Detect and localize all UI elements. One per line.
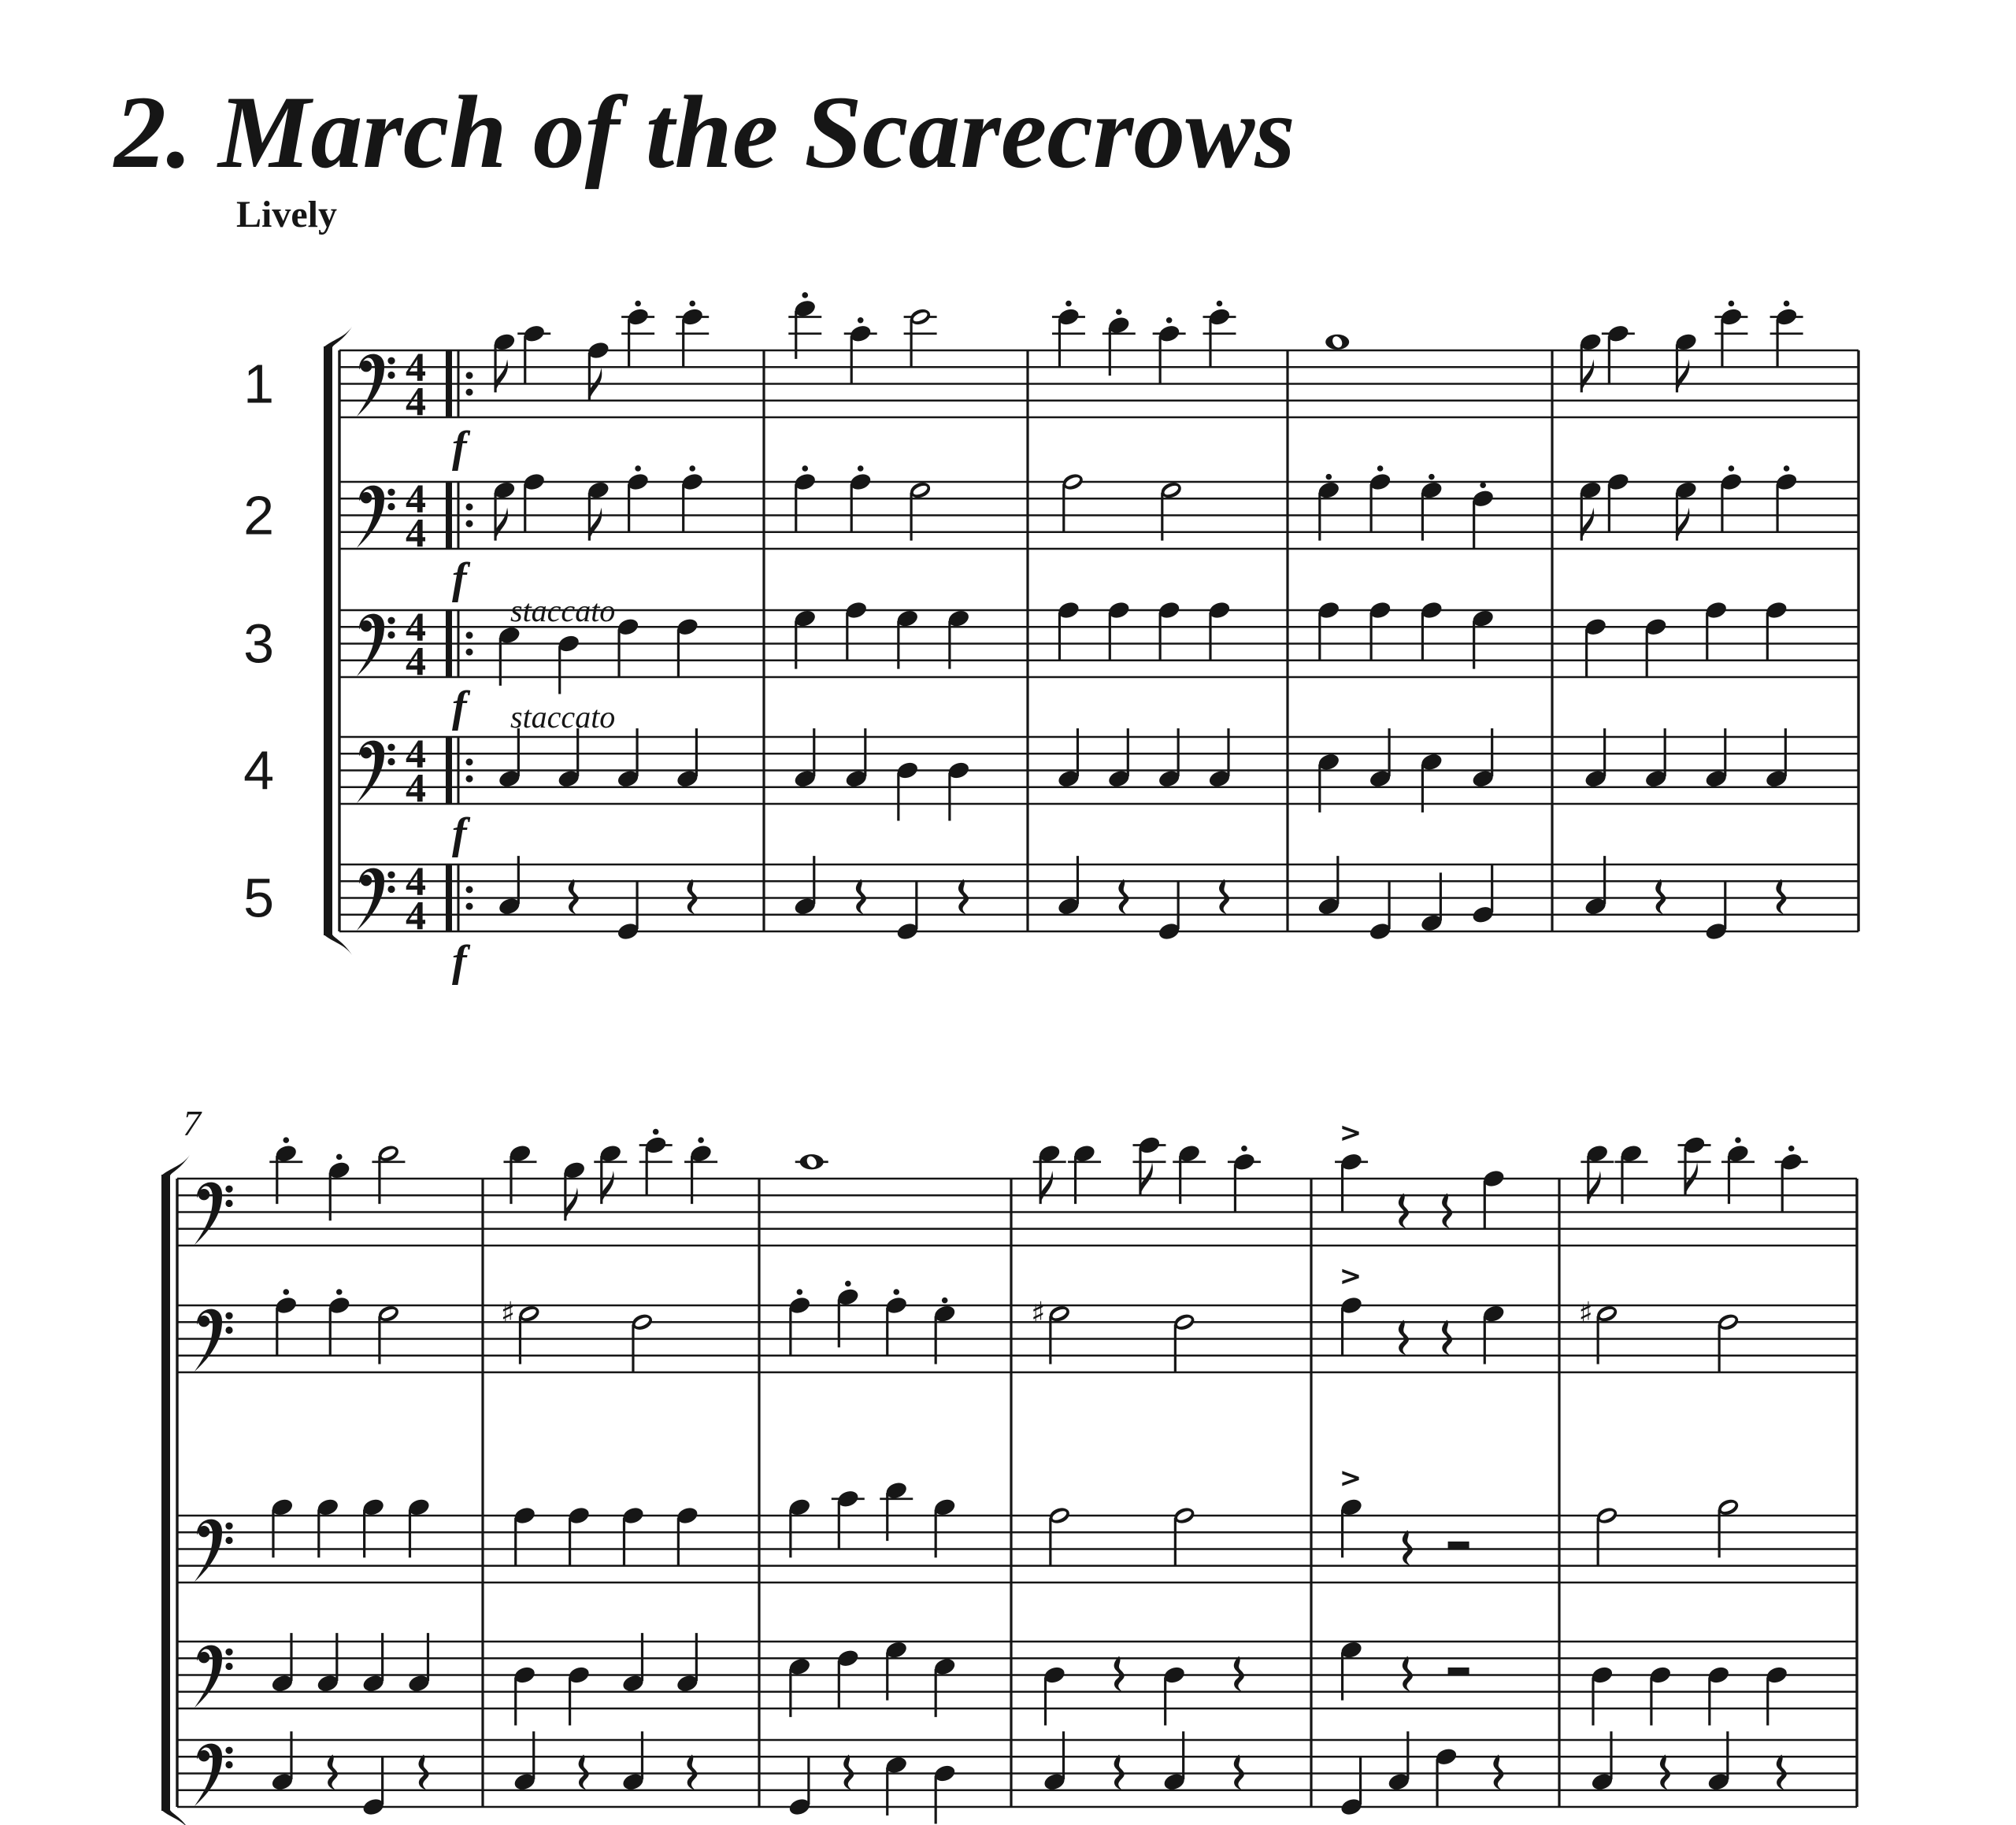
quarter-note — [1203, 301, 1236, 368]
eighth-flag — [565, 1187, 578, 1220]
staccato-dot — [1217, 301, 1223, 307]
half-note — [1172, 1312, 1196, 1372]
quarter-note — [895, 760, 920, 820]
repeat-dot — [466, 776, 473, 783]
repeat-dot — [466, 886, 473, 893]
staff-1 — [177, 1117, 1857, 1246]
quarter-note — [616, 616, 640, 677]
accent-mark: > — [1339, 1462, 1362, 1494]
half-rest — [1448, 1542, 1469, 1549]
staff-4 — [177, 1633, 1857, 1725]
quarter-note — [676, 616, 700, 677]
quarter-rest — [1493, 1755, 1503, 1790]
staccato-dot — [698, 1137, 704, 1143]
quarter-rest — [1234, 1657, 1244, 1692]
repeat-dot — [466, 903, 473, 910]
notation-layer — [161, 292, 1858, 1825]
quarter-rest — [856, 879, 866, 915]
tempo-marking: Lively — [236, 194, 337, 235]
quarter-note — [1043, 1664, 1067, 1725]
time-sig-numerator: 4 — [406, 605, 426, 650]
staccato-dot — [1116, 309, 1122, 315]
quarter-note — [1590, 1664, 1614, 1725]
quarter-note — [1602, 324, 1635, 384]
half-note — [1172, 1505, 1196, 1566]
time-sig-numerator: 4 — [406, 476, 426, 522]
half-note — [1716, 1312, 1740, 1372]
bass-clef-icon — [195, 1744, 233, 1806]
quarter-rest — [1118, 879, 1128, 915]
quarter-note — [832, 1489, 865, 1549]
quarter-rest — [1114, 1657, 1125, 1692]
quarter-note — [621, 301, 654, 368]
dynamic-f: f — [452, 809, 467, 858]
quarter-note — [788, 292, 821, 359]
eighth-flag — [1677, 508, 1689, 541]
bass-clef-icon — [357, 868, 395, 931]
staccato-dot — [1784, 465, 1790, 472]
dynamic-f: f — [452, 423, 467, 472]
quarter-note — [836, 1281, 860, 1348]
quarter-note — [269, 1137, 302, 1204]
time-sig-denominator: 4 — [406, 765, 426, 811]
bracket-hook-top — [161, 1155, 190, 1175]
quarter-note — [1648, 1664, 1673, 1725]
quarter-note — [1207, 600, 1232, 661]
quarter-note — [1765, 1664, 1789, 1725]
quarter-note — [513, 1664, 537, 1725]
bracket-hook-bottom — [161, 1810, 190, 1825]
time-sig-denominator: 4 — [406, 379, 426, 424]
quarter-rest — [579, 1755, 589, 1790]
staccato-dot — [1166, 317, 1173, 324]
measure-number: 7 — [183, 1103, 201, 1143]
staccato-dot — [635, 301, 641, 307]
staccato-dot — [689, 465, 695, 472]
eighth-flag — [589, 508, 602, 541]
quarter-note — [1584, 616, 1608, 677]
bracket-hook-top — [324, 327, 352, 347]
repeat-thick-bar — [446, 737, 452, 804]
eighth-flag — [1677, 359, 1689, 392]
bass-clef-icon — [195, 1645, 233, 1708]
time-sig-numerator: 4 — [406, 345, 426, 391]
quarter-note — [1102, 309, 1136, 376]
quarter-note — [932, 1297, 957, 1364]
staccato-text: staccato — [510, 593, 616, 628]
time-sig-denominator: 4 — [406, 639, 426, 684]
quarter-note — [788, 1757, 812, 1817]
quarter-note — [1157, 600, 1181, 661]
repeat-dot — [466, 631, 473, 639]
quarter-note — [1471, 864, 1495, 925]
staff-4 — [243, 728, 1858, 858]
quarter-note — [522, 472, 547, 532]
staccato-dot — [1784, 301, 1790, 307]
eighth-note — [587, 340, 611, 401]
page-title: 2. March of the Scarecrows — [114, 74, 1295, 190]
quarter-note — [1157, 881, 1181, 942]
staccato-dot — [942, 1297, 948, 1304]
quarter-rest — [1234, 1755, 1244, 1790]
staccato-dot — [845, 1281, 851, 1287]
repeat-thick-bar — [446, 482, 452, 549]
quarter-rest — [1399, 1194, 1409, 1229]
quarter-note — [1721, 1137, 1755, 1204]
half-note — [904, 306, 937, 367]
quarter-note — [1162, 1664, 1187, 1725]
quarter-note — [1057, 600, 1081, 661]
quarter-note — [676, 301, 709, 368]
half-note — [1047, 1505, 1072, 1566]
bass-clef-icon — [357, 354, 395, 416]
bass-clef-icon — [357, 614, 395, 676]
time-sig-numerator: 4 — [406, 731, 426, 777]
quarter-rest — [1777, 1755, 1787, 1790]
system-bracket — [324, 346, 332, 935]
quarter-rest — [1442, 1320, 1452, 1356]
part-label-3: 3 — [243, 613, 274, 675]
repeat-thick-bar — [446, 864, 452, 931]
quarter-rest — [687, 879, 697, 915]
quarter-rest — [843, 1755, 854, 1790]
staccato-dot — [283, 1289, 289, 1295]
bass-clef-icon — [195, 1520, 233, 1582]
staccato-dot — [653, 1129, 659, 1135]
quarter-note — [895, 881, 920, 942]
quarter-note — [1704, 600, 1729, 661]
bass-clef-icon — [357, 486, 395, 548]
staff-5 — [243, 856, 1858, 986]
eighth-flag — [1588, 1171, 1601, 1204]
part-label-2: 2 — [243, 484, 274, 546]
quarter-rest — [1403, 1531, 1413, 1566]
quarter-note — [947, 760, 971, 820]
quarter-note — [1420, 600, 1444, 661]
time-sig-denominator: 4 — [406, 893, 426, 938]
quarter-note — [513, 1505, 537, 1566]
quarter-note — [844, 600, 869, 661]
staccato-dot — [893, 1289, 899, 1295]
quarter-note — [836, 1648, 860, 1708]
repeat-dot — [466, 389, 473, 396]
quarter-note — [567, 1664, 591, 1725]
staccato-dot — [635, 465, 641, 472]
staccato-dot — [283, 1137, 289, 1143]
quarter-note — [557, 633, 581, 694]
staccato-dot — [336, 1154, 343, 1161]
repeat-thick-bar — [446, 610, 452, 677]
staff-1 — [243, 292, 1858, 472]
eighth-flag — [495, 359, 508, 392]
quarter-rest — [1399, 1320, 1409, 1356]
quarter-rest — [1114, 1755, 1125, 1790]
repeat-dot — [466, 649, 473, 656]
staff-3 — [243, 600, 1858, 735]
staccato-dot — [1377, 465, 1384, 472]
eighth-flag — [495, 508, 508, 541]
repeat-thick-bar — [446, 350, 452, 417]
time-sig-denominator: 4 — [406, 510, 426, 556]
staccato-dot — [1241, 1146, 1247, 1152]
system-2 — [161, 1117, 1857, 1825]
staccato-dot — [1326, 474, 1332, 480]
quarter-note — [684, 1137, 717, 1204]
system-bracket — [161, 1175, 170, 1811]
whole-note — [1325, 335, 1349, 350]
quarter-rest — [419, 1755, 429, 1790]
staccato-dot — [689, 301, 695, 307]
quarter-note — [1434, 1746, 1458, 1807]
staccato-dot — [802, 292, 808, 298]
accent-mark: > — [1339, 1116, 1362, 1149]
quarter-note — [616, 881, 640, 942]
quarter-note — [1764, 600, 1788, 661]
staccato-dot — [802, 465, 808, 472]
eighth-flag — [1581, 359, 1594, 392]
quarter-rest — [1403, 1657, 1413, 1692]
sharp-sign: ♯ — [1578, 1295, 1593, 1331]
quarter-note — [1335, 1117, 1368, 1212]
bass-clef-icon — [195, 1183, 233, 1245]
quarter-note — [567, 1505, 591, 1566]
quarter-note — [1368, 881, 1392, 942]
bracket-hook-bottom — [324, 935, 352, 955]
time-sig-numerator: 4 — [406, 859, 426, 905]
eighth-note — [1678, 1135, 1711, 1195]
dynamic-f: f — [452, 683, 467, 731]
quarter-note — [1368, 600, 1392, 661]
staccato-dot — [858, 317, 864, 324]
quarter-note — [639, 1129, 673, 1196]
quarter-rest — [687, 1755, 697, 1790]
quarter-note — [621, 1505, 646, 1566]
eighth-note — [1132, 1135, 1166, 1195]
quarter-note — [1481, 1168, 1506, 1229]
part-label-1: 1 — [243, 353, 274, 415]
quarter-note — [517, 324, 550, 384]
staccato-dot — [1480, 482, 1486, 488]
staff-3 — [177, 1462, 1857, 1583]
whole-note — [795, 1154, 828, 1169]
sharp-sign: ♯ — [500, 1295, 516, 1331]
quarter-rest — [569, 879, 579, 915]
half-note — [1595, 1505, 1619, 1566]
staccato-dot — [1735, 1137, 1741, 1143]
sharp-sign: ♯ — [1031, 1295, 1046, 1331]
quarter-rest — [1776, 879, 1786, 915]
quarter-note — [1704, 881, 1729, 942]
staff-2 — [243, 465, 1858, 628]
system-1 — [243, 292, 1858, 986]
eighth-flag — [1040, 1171, 1053, 1204]
quarter-note — [675, 1505, 699, 1566]
quarter-note — [361, 1757, 386, 1817]
quarter-note — [1340, 1462, 1364, 1557]
staff-2 — [177, 1260, 1857, 1372]
staccato-dot — [1429, 474, 1435, 480]
quarter-note — [1340, 1757, 1364, 1817]
quarter-rest — [958, 879, 969, 915]
half-rest — [1448, 1668, 1469, 1675]
part-label-5: 5 — [243, 867, 274, 929]
part-label-4: 4 — [243, 739, 274, 801]
quarter-rest — [1660, 1755, 1670, 1790]
staccato-dot — [1729, 301, 1735, 307]
quarter-note — [1644, 616, 1668, 677]
quarter-rest — [328, 1755, 338, 1790]
quarter-note — [327, 1154, 351, 1221]
staccato-dot — [858, 465, 864, 472]
dynamic-f: f — [452, 937, 467, 986]
repeat-dot — [466, 520, 473, 528]
bass-clef-icon — [195, 1309, 233, 1372]
repeat-dot — [466, 758, 473, 765]
quarter-note — [1606, 472, 1630, 532]
eighth-flag — [602, 1171, 614, 1204]
quarter-note — [1770, 301, 1803, 368]
staccato-dot — [1729, 465, 1735, 472]
quarter-rest — [1655, 879, 1666, 915]
quarter-note — [1714, 301, 1747, 368]
eighth-flag — [1581, 508, 1594, 541]
half-note — [630, 1312, 654, 1372]
quarter-note — [1317, 474, 1341, 541]
accent-mark: > — [1339, 1260, 1362, 1292]
quarter-rest — [1442, 1194, 1452, 1229]
staff-5 — [177, 1731, 1857, 1823]
half-note — [1061, 472, 1085, 532]
quarter-note — [1420, 474, 1444, 541]
repeat-dot — [466, 372, 473, 379]
quarter-note — [1317, 600, 1341, 661]
quarter-note — [1707, 1664, 1731, 1725]
quarter-note — [1106, 600, 1131, 661]
quarter-note — [1340, 1260, 1364, 1356]
quarter-note — [932, 1763, 957, 1823]
bass-clef-icon — [357, 741, 395, 803]
repeat-dot — [466, 503, 473, 510]
quarter-note — [1052, 301, 1085, 368]
staccato-text: staccato — [510, 699, 616, 735]
quarter-rest — [1219, 879, 1229, 915]
staccato-dot — [1065, 301, 1072, 307]
staccato-dot — [336, 1289, 343, 1295]
staccato-dot — [797, 1289, 803, 1295]
staccato-dot — [1788, 1146, 1795, 1152]
dynamic-f: f — [452, 554, 467, 603]
